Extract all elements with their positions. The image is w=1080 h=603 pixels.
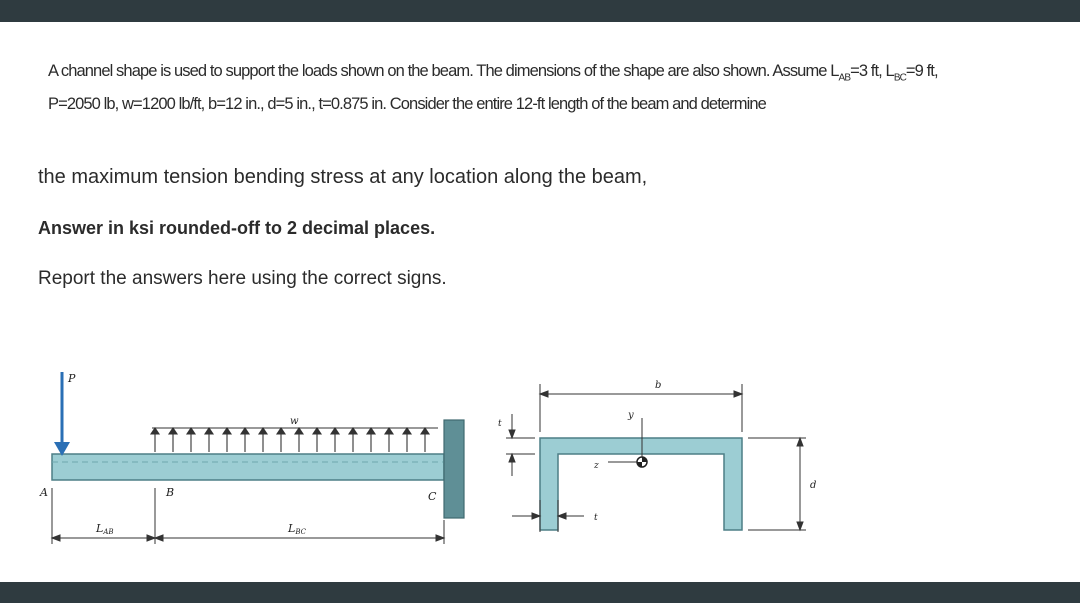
label-t-top: t <box>498 419 502 429</box>
label-p: P <box>68 372 76 385</box>
dim-lbc-head-left <box>155 535 163 541</box>
label-t-side: t <box>594 513 598 523</box>
dl-head-3 <box>187 428 195 434</box>
answer-instruction: Answer in ksi rounded-off to 2 decimal places. <box>38 218 436 238</box>
dl-head-8 <box>277 428 285 434</box>
label-lbc-sub: BC <box>295 528 306 536</box>
label-z-axis: z <box>594 461 599 471</box>
dim-lab-head-left <box>52 535 60 541</box>
dl-head-16 <box>421 428 429 434</box>
lab-subscript: AB <box>838 72 851 84</box>
problem-line-1-start: A channel shape is used to support the loads shown on the beam. The dimensions of the shape are also shown. Assume L <box>48 62 839 80</box>
distributed-load-w <box>151 428 438 452</box>
dimension-t-top <box>506 414 535 476</box>
fixed-support-wall <box>444 420 464 518</box>
t-side-head-right <box>558 513 566 519</box>
dl-head-10 <box>313 428 321 434</box>
dl-head-14 <box>385 428 393 434</box>
bottom-bar <box>0 582 1080 603</box>
dl-head-5 <box>223 428 231 434</box>
dl-head-6 <box>241 428 249 434</box>
label-point-c: C <box>428 490 437 503</box>
label-d: d <box>810 480 817 491</box>
dim-lbc-head-right <box>436 535 444 541</box>
problem-line-2: P=2050 lb, w=1200 lb/ft, b=12 in., d=5 in., t=0.875 in. Consider the entire 12-ft length of the beam and determine <box>48 95 766 114</box>
label-y-axis: y <box>628 410 634 421</box>
label-lab <box>95 522 114 536</box>
dl-head-13 <box>367 428 375 434</box>
d-head-top <box>797 438 803 446</box>
centroid-quadrant-1 <box>642 457 647 462</box>
dl-head-9 <box>295 428 303 434</box>
dl-head-7 <box>259 428 267 434</box>
beam <box>52 454 444 480</box>
b-head-right <box>734 391 742 397</box>
dl-head-2 <box>169 428 177 434</box>
label-w: w <box>290 416 299 427</box>
b-head-left <box>540 391 548 397</box>
label-point-a: A <box>40 486 48 499</box>
d-head-bottom <box>797 522 803 530</box>
question-text: the maximum tension bending stress at any location along the beam, <box>38 166 648 188</box>
lbc-subscript: BC <box>893 72 906 84</box>
dl-head-4 <box>205 428 213 434</box>
dimension-b <box>540 384 742 432</box>
label-lab-sub: AB <box>103 528 114 536</box>
t-side-head-left <box>532 513 540 519</box>
dl-head-15 <box>403 428 411 434</box>
label-lab-main: L <box>96 522 104 535</box>
t-top-head-upper <box>509 430 515 438</box>
problem-line-1-end: =9 ft, <box>905 62 938 80</box>
label-lbc <box>287 522 307 536</box>
label-lbc-main: L <box>288 522 296 535</box>
dimension-d <box>748 438 806 530</box>
dl-head-12 <box>349 428 357 434</box>
t-top-head-lower <box>509 454 515 462</box>
centroid-quadrant-2 <box>637 462 642 467</box>
problem-line-1-mid: =3 ft, L <box>850 62 894 80</box>
label-b: b <box>655 380 662 391</box>
dl-head-11 <box>331 428 339 434</box>
label-point-b: B <box>166 486 175 499</box>
report-instruction: Report the answers here using the correct signs. <box>38 268 447 289</box>
dl-head-1 <box>151 428 159 434</box>
